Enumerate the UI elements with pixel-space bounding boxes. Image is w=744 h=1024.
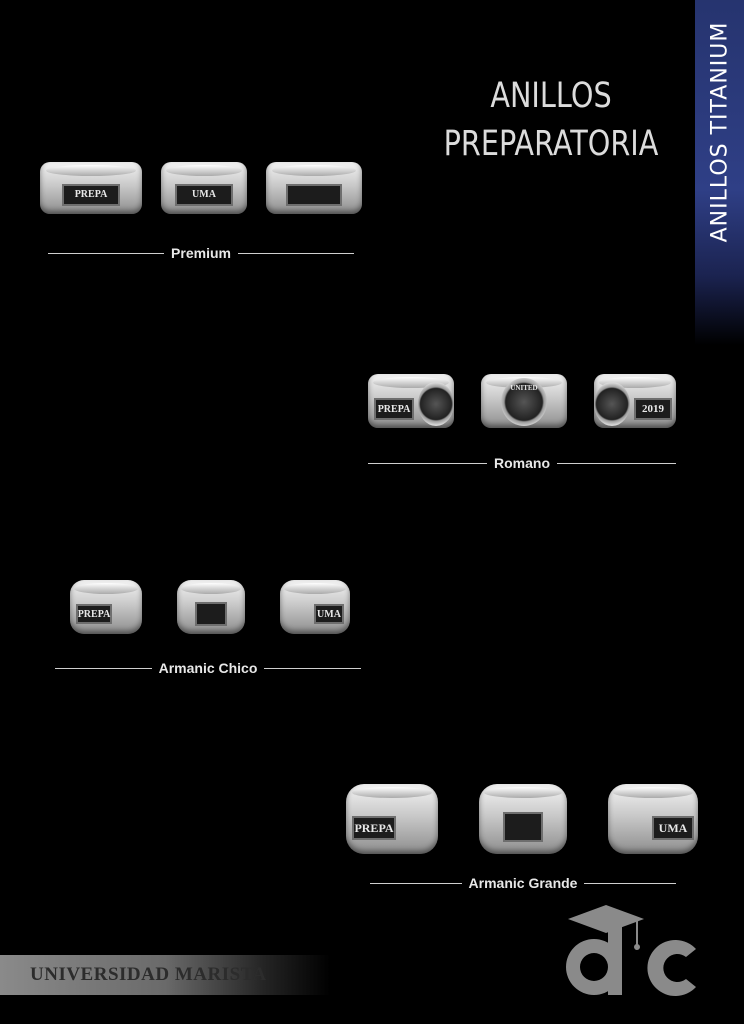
divider-line [370, 883, 462, 884]
logo-text: dc [556, 892, 573, 909]
ring-premium-2 [161, 162, 247, 214]
page-title [444, 72, 659, 168]
ring-face: UMA [314, 604, 344, 624]
side-banner [695, 0, 744, 345]
ring-face: PREPA [374, 398, 414, 420]
brand-logo [556, 892, 716, 1010]
title-line-1: ANILLOS [490, 76, 612, 116]
ring-face: PREPA [76, 604, 112, 624]
divider-line [264, 668, 361, 669]
divider-line [238, 253, 354, 254]
university-banner [0, 955, 330, 995]
ring-face: 2019 [634, 398, 672, 420]
divider-line [584, 883, 676, 884]
caption-romano [368, 455, 676, 471]
ring-premium-3 [266, 162, 362, 214]
ring-romano-3 [594, 374, 676, 428]
caption-armanic-chico [55, 660, 361, 676]
ring-armanic-grande-2 [479, 784, 567, 854]
ring-premium-1 [40, 162, 142, 214]
ring-face: PREPA [62, 184, 120, 206]
section-armanic-chico [70, 578, 360, 676]
title-line-2: PREPARATORIA [443, 124, 659, 164]
ring-armanic-grande-3 [608, 784, 698, 854]
ring-armanic-grande-1 [346, 784, 438, 854]
caption-label: Armanic Grande [468, 875, 578, 891]
ring-face [503, 812, 543, 842]
ring-romano-1 [368, 374, 454, 428]
ring-face: PREPA [352, 816, 396, 840]
ring-face: UNITED [510, 384, 538, 392]
university-name: UNIVERSIDAD MARISTA [30, 964, 267, 985]
caption-premium [48, 245, 354, 261]
caption-label: Armanic Chico [158, 660, 258, 676]
section-premium [40, 160, 362, 261]
divider-line [55, 668, 152, 669]
ring-armanic-chico-2 [177, 580, 245, 634]
ring-face: UMA [175, 184, 233, 206]
ring-face [195, 602, 227, 626]
caption-label: Premium [171, 245, 231, 261]
caption-armanic-grande [370, 875, 676, 891]
graduation-cap-icon [568, 905, 644, 933]
ring-armanic-chico-1 [70, 580, 142, 634]
caption-label: Romano [494, 455, 550, 471]
ring-face: UMA [652, 816, 694, 840]
side-banner-text: ANILLOS TITANIUM [707, 21, 732, 243]
ring-romano-2 [481, 374, 567, 428]
divider-line [48, 253, 164, 254]
ring-face [286, 184, 342, 206]
divider-line [557, 463, 676, 464]
divider-line [368, 463, 487, 464]
ring-armanic-chico-3 [280, 580, 350, 634]
section-romano [368, 372, 676, 471]
section-armanic-grande [346, 783, 698, 891]
